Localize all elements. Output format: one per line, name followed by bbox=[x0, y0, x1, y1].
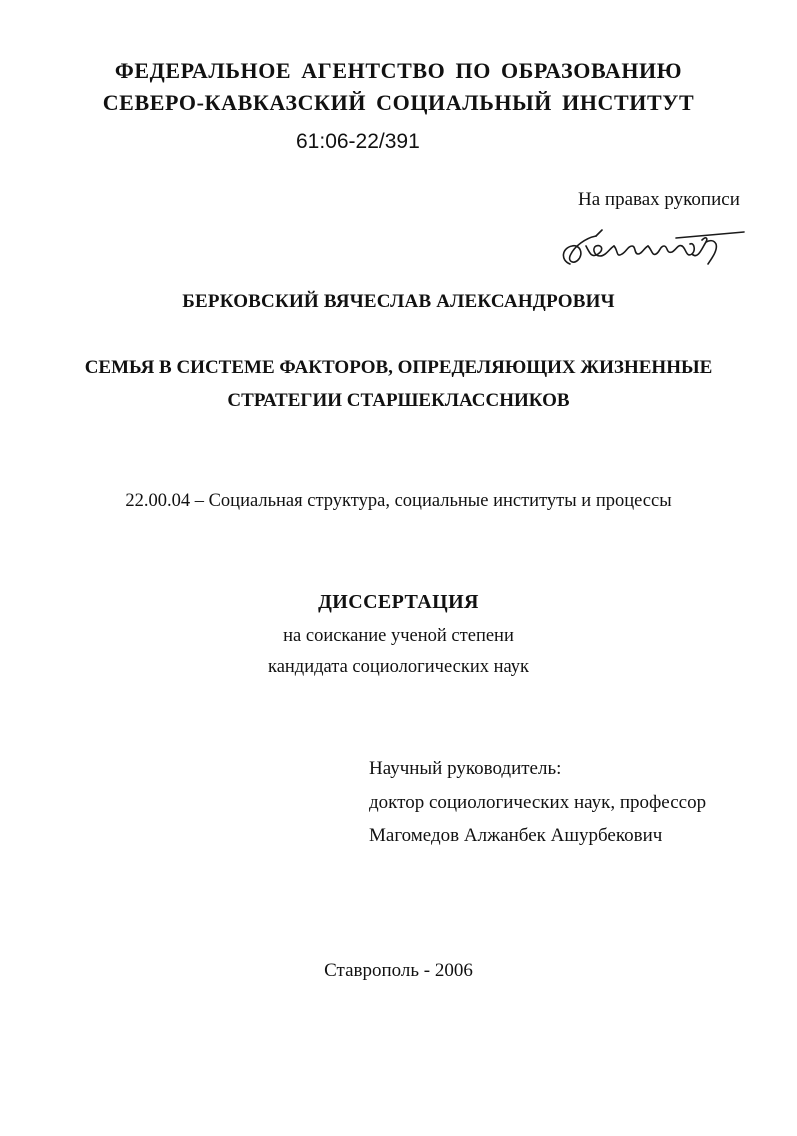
degree-purpose-line-1: на соискание ученой степени bbox=[283, 626, 514, 646]
handwritten-signature-icon bbox=[556, 224, 746, 272]
document-type: ДИССЕРТАЦИЯ bbox=[318, 591, 479, 613]
city-year: Ставрополь - 2006 bbox=[324, 960, 473, 981]
supervisor-name: Магомедов Алжанбек Ашурбекович bbox=[369, 825, 663, 846]
specialty-code: 22.00.04 – Социальная структура, социальные институты и процессы bbox=[125, 491, 672, 511]
agency-name: ФЕДЕРАЛЬНОЕ АГЕНТСТВО ПО ОБРАЗОВАНИЮ bbox=[114, 58, 683, 83]
degree-purpose-line-2: кандидата социологических наук bbox=[267, 657, 530, 677]
institute-name: СЕВЕРО-КАВКАЗСКИЙ СОЦИАЛЬНЫЙ ИНСТИТУТ bbox=[102, 90, 695, 115]
dissertation-title-line-1: СЕМЬЯ В СИСТЕМЕ ФАКТОРОВ, ОПРЕДЕЛЯЮЩИХ ЖИЗНЕННЫЕ bbox=[84, 357, 713, 378]
manuscript-rights-note: На правах рукописи bbox=[578, 189, 740, 210]
supervisor-degree: доктор социологических наук, профессор bbox=[369, 792, 707, 813]
author-name: БЕРКОВСКИЙ ВЯЧЕСЛАВ АЛЕКСАНДРОВИЧ bbox=[182, 291, 615, 312]
catalog-code-stamp: 61:06-22/391 bbox=[296, 130, 420, 153]
supervisor-label: Научный руководитель: bbox=[369, 758, 562, 779]
dissertation-title-line-2: СТРАТЕГИИ СТАРШЕКЛАССНИКОВ bbox=[227, 390, 570, 411]
